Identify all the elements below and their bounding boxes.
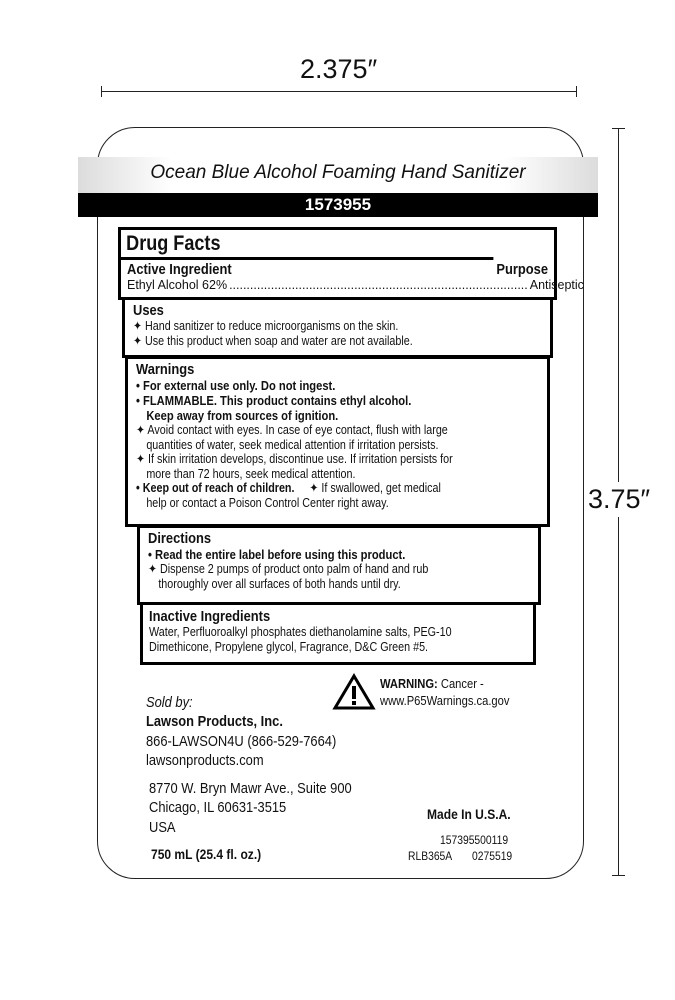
direction-item-cont: thoroughly over all surfaces of both hands until dry. xyxy=(158,576,401,591)
warning-item-cont: quantities of water, seek medical attention if irritation persists. xyxy=(146,437,439,452)
width-dimension-line xyxy=(101,91,577,92)
warning-item: ✦ If skin irritation develops, discontinue use. If irritation persists for xyxy=(136,452,453,466)
purpose-heading: Purpose xyxy=(496,261,548,278)
width-tick-right xyxy=(576,86,577,97)
direction-item: ✦ Dispense 2 pumps of product onto palm of hand and rub xyxy=(148,562,429,576)
height-dimension-label: 3.75″ xyxy=(588,482,650,517)
sold-by-label: Sold by: xyxy=(146,694,193,711)
address-line2: Chicago, IL 60631-3515 xyxy=(149,799,287,816)
address-line1: 8770 W. Bryn Mawr Ave., Suite 900 xyxy=(149,780,352,797)
purpose: Antiseptic xyxy=(529,278,584,292)
prop65-warning: WARNING: Cancer - xyxy=(380,676,484,691)
inactive-line: Dimethicone, Propylene glycol, Fragrance, D&C Green #5. xyxy=(149,639,429,654)
code-lot: 0275519 xyxy=(472,849,513,863)
inactive-ingredients-section xyxy=(140,602,536,665)
uses-item: ✦ Use this product when soap and water are not available. xyxy=(133,333,413,348)
leader-dots: ...................................................................................... xyxy=(229,278,528,292)
directions-section xyxy=(137,525,541,605)
warning-triangle-icon xyxy=(333,674,375,710)
company-phone: 866-LAWSON4U (866-529-7664) xyxy=(146,733,337,750)
warning-item-cont: help or contact a Poison Control Center right away. xyxy=(146,495,389,510)
warning-item: • Keep out of reach of children. ✦ If swallowed, get medical xyxy=(136,481,441,495)
warning-item: ✦ Avoid contact with eyes. In case of eye contact, flush with large xyxy=(136,423,448,437)
active-ingredient: Ethyl Alcohol 62% xyxy=(127,278,228,292)
direction-item: • Read the entire label before using this product. xyxy=(148,547,406,562)
drug-facts-box xyxy=(118,227,584,300)
warning-item: • FLAMMABLE. This product contains ethyl alcohol. xyxy=(136,393,412,408)
height-tick-bottom xyxy=(612,875,625,876)
item-number: 1573955 xyxy=(304,195,372,214)
directions-heading: Directions xyxy=(148,530,212,547)
width-tick-left xyxy=(101,86,102,97)
company-website: lawsonproducts.com xyxy=(146,752,264,769)
drug-facts-heading: Drug Facts xyxy=(121,232,493,260)
width-dimension-label: 2.375″ xyxy=(300,54,378,84)
uses-heading: Uses xyxy=(133,302,164,319)
barcode-number: 157395500119 xyxy=(440,833,509,847)
prop65-url: www.P65Warnings.ca.gov xyxy=(380,693,510,708)
warnings-heading: Warnings xyxy=(136,361,195,378)
made-in: Made In U.S.A. xyxy=(427,806,511,822)
warnings-section xyxy=(125,356,550,527)
warning-item-cont: Keep away from sources of ignition. xyxy=(146,408,339,423)
company-name: Lawson Products, Inc. xyxy=(146,713,283,730)
uses-section xyxy=(122,297,553,358)
uses-item: ✦ Hand sanitizer to reduce microorganisms on the skin. xyxy=(133,319,399,333)
address-country: USA xyxy=(149,819,176,836)
inactive-line: Water, Perfluoroalkyl phosphates diethanolamine salts, PEG-10 xyxy=(149,625,452,639)
warning-item-cont: more than 72 hours, seek medical attention. xyxy=(146,466,356,481)
inactive-heading: Inactive Ingredients xyxy=(149,608,271,625)
volume: 750 mL (25.4 fl. oz.) xyxy=(151,846,262,862)
item-number-bar xyxy=(78,193,598,217)
active-ingredient-heading: Active Ingredient xyxy=(127,261,232,278)
height-tick-top xyxy=(612,128,625,129)
code-rlb: RLB365A xyxy=(408,849,453,863)
product-title: Ocean Blue Alcohol Foaming Hand Sanitizer xyxy=(150,162,526,183)
warning-item: • For external use only. Do not ingest. xyxy=(136,378,336,393)
